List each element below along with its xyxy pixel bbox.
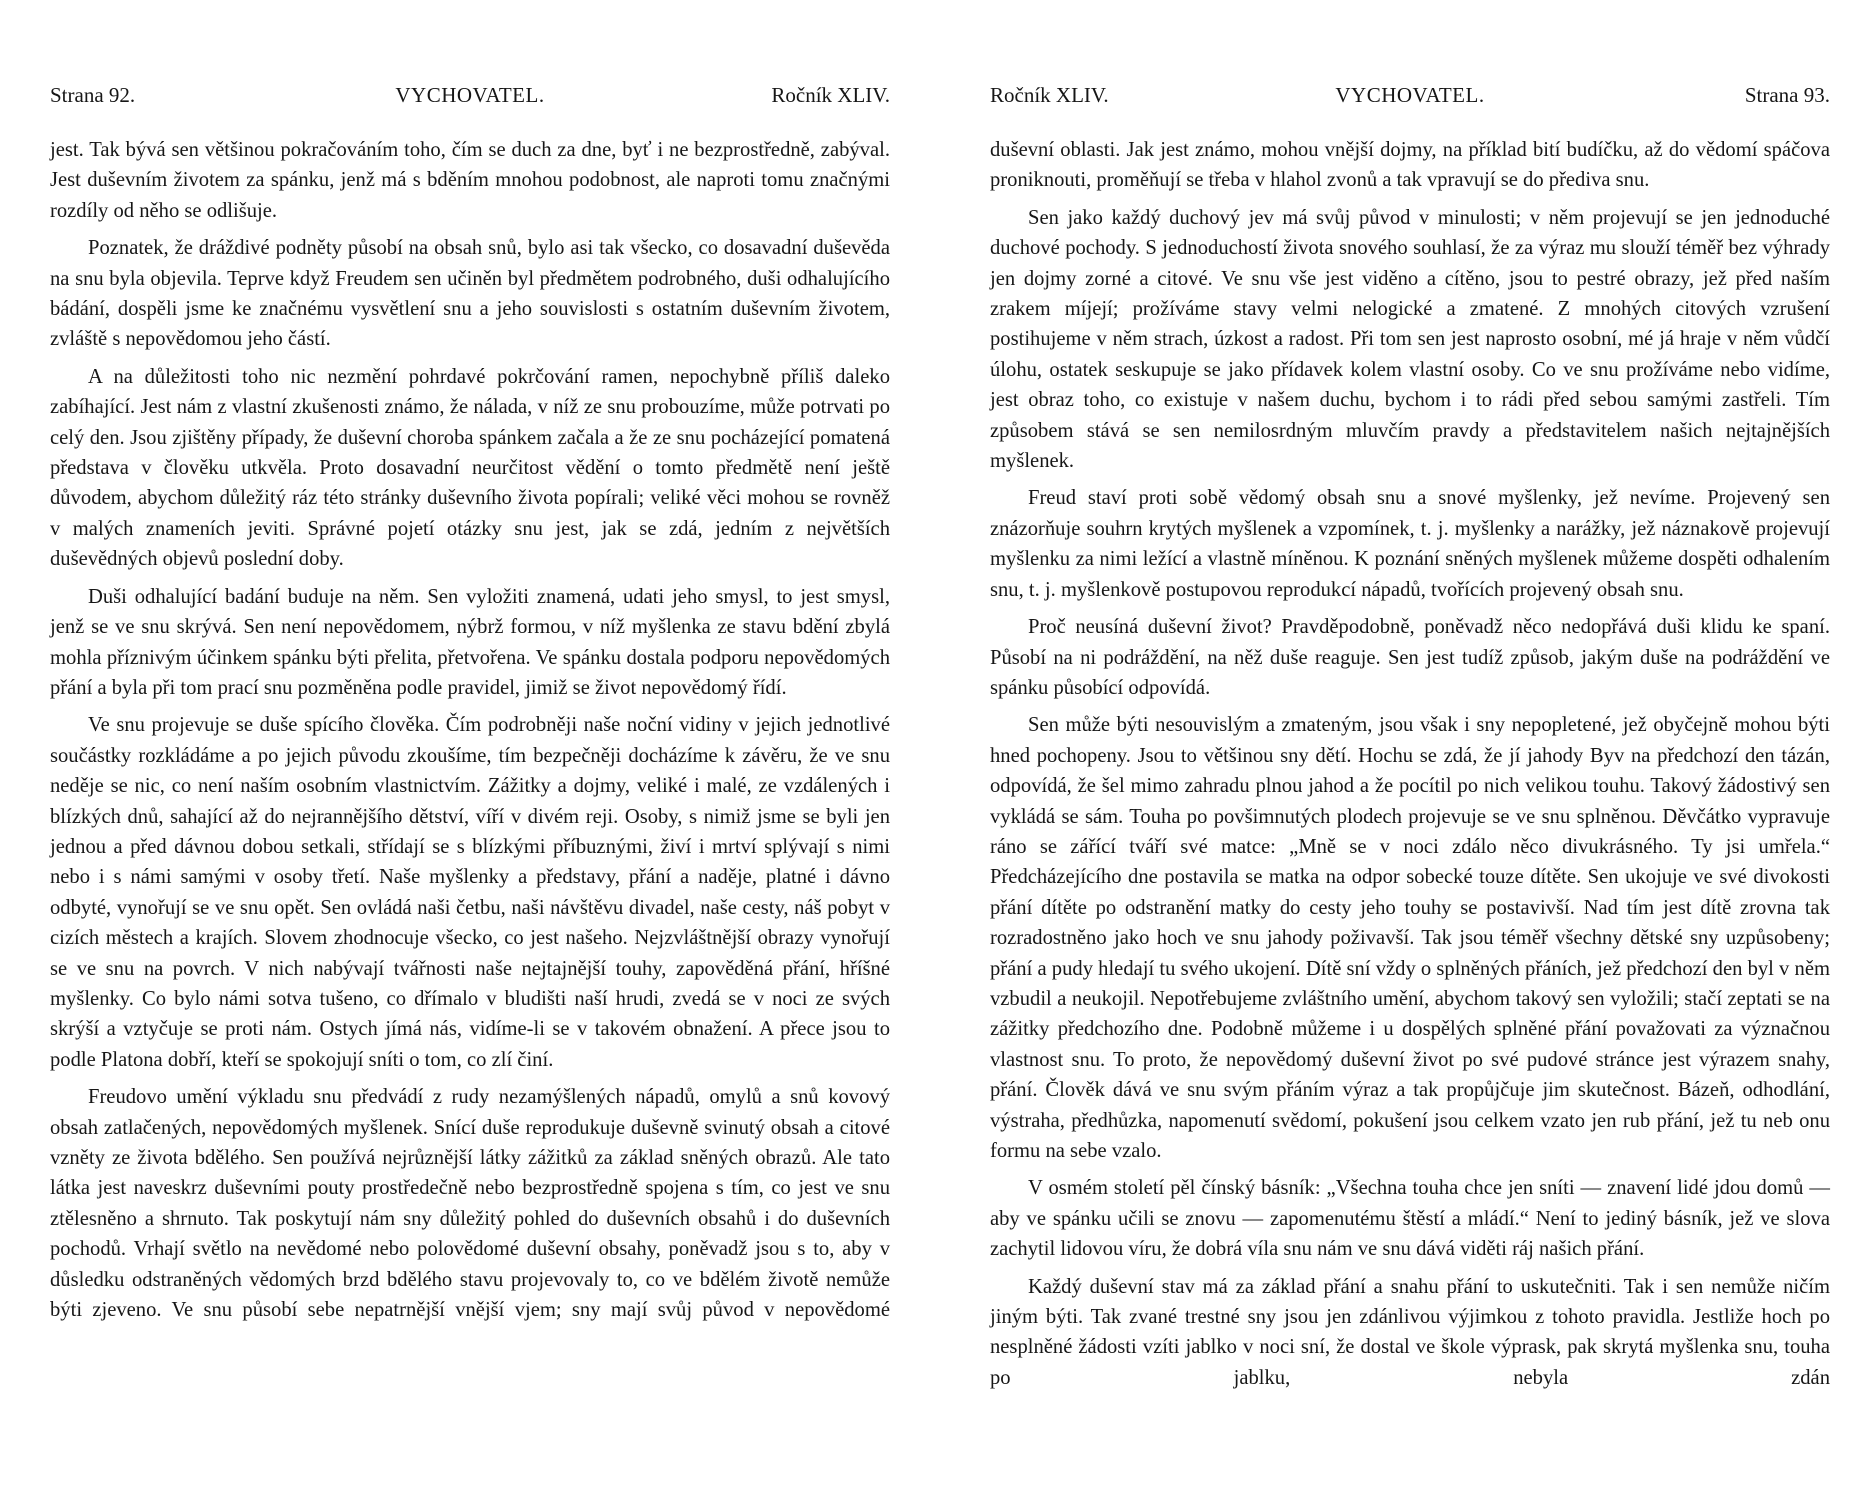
- paragraph: Sen jako každý duchový jev má svůj původ v minulosti; v něm projevují se jen jednoduché duchové pochody. S jednoduchostí života snového souhlasí, že za výraz mu slouží téměř bez výhrady jen dojmy zorné a citové. Ve snu vše jest viděno a cítěno, jsou to pestré obrazy, jež před naším zrakem míjejí; prožíváme stavy velmi nelogické a zmatené. Z mnohých citových vzrušení postihujeme v něm strach, úzkost a radost. Při tom sen jest naprosto osobní, mé já hraje v něm vůdčí úlohu, ostatek seskupuje se jako přídavek kolem vlastní osoby. Co ve snu prožíváme nebo vidíme, jest obraz toho, co existuje v našem duchu, bychom i to rádi před sebou samými zastřeli. Tím způsobem stává se sen nemilosrdným mluvčím pravdy a představitelem našich nejtajnějších myšlenek.: [990, 206, 1830, 473]
- paragraph: Poznatek, že dráždivé podněty působí na obsah snů, bylo asi tak všecko, co dosavadní duševěda na snu byla objevila. Teprve když Freudem sen učiněn byl předmětem podrobného, duši odhalujícího bádání, dospěli jsme ke značnému vysvětlení snu a jeho souvislosti s ostatním duševním životem, zvláště s nepovědomou jeho částí.: [50, 237, 890, 351]
- journal-title: VYCHOVATEL.: [1335, 83, 1485, 107]
- left-page: [50, 0, 890, 1500]
- paragraph: Freud staví proti sobě vědomý obsah snu a snové myšlenky, jež nevíme. Projevený sen znázorňuje souhrn krytých myšlenek a vzpomínek, t. j. myšlenky a narážky, jež náznakově projevují myšlenku za nimi ležící a vlastně míněnou. K poznání sněných myšlenek můžeme dospěti odhalením snu, t. j. myšlenkově postupovou reprodukcí nápadů, tvořících projevený obsah snu.: [990, 487, 1830, 601]
- paragraph: Ve snu projevuje se duše spícího člověka. Čím podrobněji naše noční vidiny v jejich jednotlivé součástky rozkládáme a po jejich původu zkoušíme, tím bezpečněji docházíme k závěru, že ve snu neděje se nic, co není naším osobním vlastnictvím. Zážitky a dojmy, veliké i malé, ze vzdálených i blízkých dnů, sahající až do nejrannějšího dětství, víří v divém reji. Osoby, s nimiž jsme se byli jen jednou a před dávnou dobou setkali, střídají se s blízkými příbuznými, živí i mrtví splývají s nimi nebo i s námi samými v osoby třetí. Naše myšlenky a představy, přání a naděje, platné i dávno odbyté, vynořují se ve snu opět. Sen ovládá naši četbu, naši návštěvu divadel, naše cesty, náš pobyt v cizích městech a krajích. Slovem zhodnocuje všecko, co jest našeho. Nejzvláštnější obrazy vynořují se ve snu na povrch. V nich nabývají tvářnosti naše nejtajnější touhy, zapověděná přání, hříšné myšlenky. Co bylo námi sotva tušeno, co dřímalo v bludišti naší hrudi, zvedá se v noci ze svých skrýší a vztyčuje se proti nám. Ostych jímá nás, vidíme-li se v takovém obnažení. A přece jsou to podle Platona dobří, kteří se spokojují sníti o tom, co zlí činí.: [50, 714, 890, 1071]
- paragraph: jest. Tak bývá sen většinou pokračováním toho, čím se duch za dne, byť i ne bezprostředně, zabýval. Jest duševním životem za spánku, jenž má s bděním mnohou podobnost, ale naproti tomu značnými rozdíly od něho se odlišuje.: [50, 139, 890, 222]
- page-body: [50, 135, 890, 1332]
- paragraph: Freudovo umění výkladu snu předvádí z rudy nezamýšlených nápadů, omylů a snů kovový obsah zatlačených, nepovědomých myšlenek. Snící duše reprodukuje duševně svinutý obsah a citové vzněty ze života bdělého. Sen používá nejrůznější látky zážitků za základ sněných obrazů. Ale tato látka jest naveskrz duševními pouty prostředečně nebo bezprostředně spojena s tím, co jest ve snu ztělesněno a shrnuto. Tak poskytují nám sny důležitý pohled do duševních obsahů i do duševních pochodů. Vrhají světlo na nevědomé nebo polovědomé duševní obsahy, poněvadž jsou s to, aby v důsledku odstraněných vědomých brzd bdělého stavu projevovaly to, co ve bdělém životě nemůže býti zjeveno. Ve snu působí sebe nepatrnější vnější vjem; sny mají svůj původ v nepovědomé: [50, 1086, 890, 1322]
- volume-label: Ročník XLIV.: [990, 83, 1109, 107]
- paragraph: Každý duševní stav má za základ přání a snahu přání to uskutečniti. Tak i sen nemůže ničím jiným býti. Tak zvané trestné sny jsou jen zdánlivou výjimkou z tohoto pravidla. Jestliže hoch po nesplněné žádosti vzíti jablko v noci sní, že dostal ve škole výprask, pak skrytá myšlenka snu, touha po jablku, nebyla zdán: [990, 1275, 1830, 1389]
- paragraph: Sen může býti nesouvislým a zmateným, jsou však i sny nepopletené, jež obyčejně mohou býti hned pochopeny. Jsou to většinou sny dětí. Hochu se zdá, že jí jahody Byv na předchozí den tázán, odpovídá, že šel mimo zahradu plnou jahod a že pocítil po nich velikou touhu. Takový žádostivý sen vykládá se sám. Touha po povšimnutých plodech projevuje se ve snu splněnou. Děvčátko vypravuje ráno se zářící tváří své matce: „Mně se v noci zdálo něco divukrásného. Ty jsi umřela.“ Předcházejícího dne postavila se matka na odpor sobecké touze dítěte. Sen ukojuje ve své divokosti přání dítěte po odstranění matky do cesty jeho touhy se postavivší. Nad tím jest dítě zrovna tak rozradostněno jako hoch ve snu jahody poživavší. Tak jsou téměř všechny dětské sny uzpůsobeny; přání a pudy hledají tu svého ukojení. Dítě sní vždy o splněných přáních, jež předchozí den byl v něm vzbudil a neukojil. Nepotřebujeme zvláštního umění, abychom takový sen vyložili; stačí zeptati se na zážitky předchozího dne. Podobně můžeme i u dospělých splněné přání považovati za význačnou vlastnost snu. To proto, že nepovědomý duševní život po své pudové stránce jest výrazem snahy, přání. Člověk dává ve snu svým přáním výraz a tak propůjčuje jim skutečnost. Bázeň, odhodlání, výstraha, předhůzka, napomenutí svědomí, pokušení jsou celkem vzato jen rub přání, jež tu neb onu formu na sebe vzalo.: [990, 714, 1830, 1162]
- paragraph: duševní oblasti. Jak jest známo, mohou vnější dojmy, na příklad bití budíčku, až do vědomí spáčova proniknouti, proměňují se třeba v hlahol zvonů a tak vpravují se do přediva snu.: [990, 139, 1830, 192]
- page-header: [50, 80, 890, 110]
- page-number: Strana 93.: [1744, 83, 1830, 107]
- page-body: [990, 135, 1830, 1400]
- volume-label: Ročník XLIV.: [771, 83, 890, 107]
- paragraph: A na důležitosti toho nic nezmění pohrdavé pokrčování ramen, nepochybně příliš daleko zabíhající. Jest nám z vlastní zkušenosti známo, že nálada, v níž ze snu probouzíme, může potrvati po celý den. Jsou zjištěny případy, že duševní choroba spánkem začala a že ze snu pocházející pomatená představa v člověku utkvěla. Proto dosavadní neurčitost vědění o tomto předmětě není ještě důvodem, abychom důležitý ráz této stránky duševního života popírali; veliké věci mohou se rovněž v malých znameních jeviti. Správné pojetí otázky snu jest, jak se zdá, jedním z největších duševědných objevů poslední doby.: [50, 365, 890, 571]
- paragraph: Proč neusíná duševní život? Pravděpodobně, poněvadž něco nedopřává duši klidu ke spaní. Působí na ni podráždění, na něž duše reaguje. Sen jest tudíž způsob, jakým duše na podráždění ve spánku působící odpovídá.: [990, 616, 1830, 699]
- page-number: Strana 92.: [50, 83, 136, 107]
- journal-title: VYCHOVATEL.: [395, 83, 545, 107]
- right-page: [990, 0, 1830, 1500]
- paragraph: Duši odhalující badání buduje na něm. Sen vyložiti znamená, udati jeho smysl, to jest smysl, jenž se ve snu skrývá. Sen není nepovědomem, nýbrž formou, v níž myšlenka ze stavu bdění zbylá mohla příznivým účinkem spánku býti přelita, přetvořena. Ve spánku dostala podporu nepovědomých přání a byla při tom prací snu pozměněna podle pravidel, jimiž se život nepovědomý řídí.: [50, 585, 890, 699]
- page-header: [990, 80, 1830, 110]
- paragraph: V osmém století pěl čínský básník: „Všechna touha chce jen sníti — znavení lidé jdou domů — aby ve spánku učili se znovu — zapomenutému štěstí a mládí.“ Není to jediný básník, jež ve slova zachytil lidovou víru, že dobrá víla snu nám ve snu dává viděti ráj našich přání.: [990, 1177, 1830, 1261]
